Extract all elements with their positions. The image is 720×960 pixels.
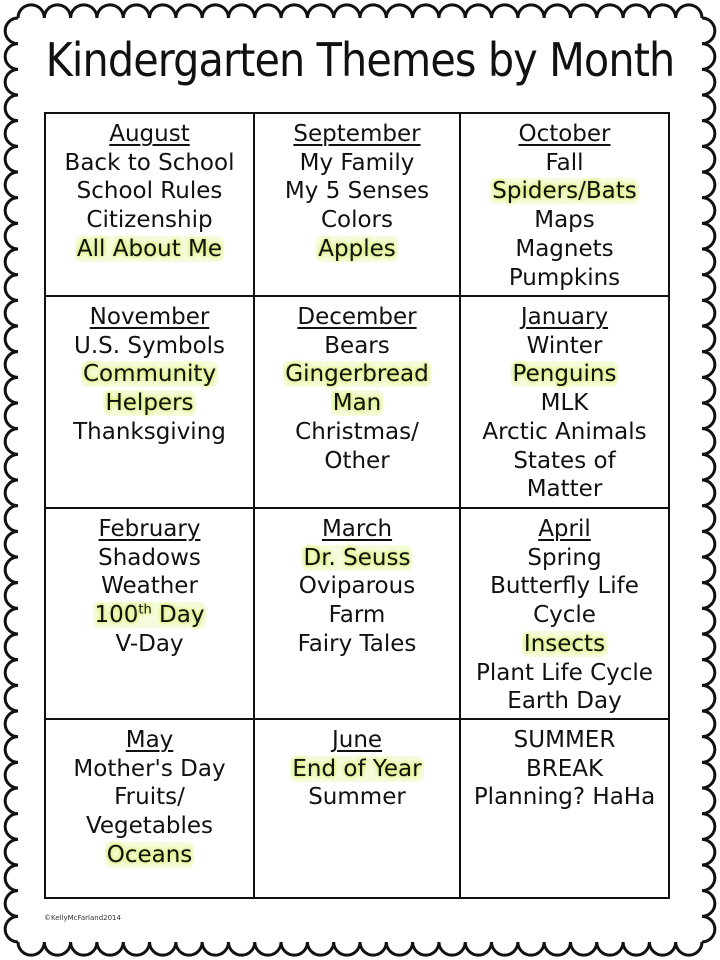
month-heading: October [518, 121, 611, 147]
theme-text: Vegetables [85, 813, 214, 840]
theme-text: Farm [328, 602, 386, 629]
month-heading: March [321, 516, 393, 542]
theme-text: Plant Life Cycle [476, 659, 653, 686]
ordinal-suffix: th [138, 602, 152, 618]
theme-text: Bears [324, 332, 390, 359]
theme-item [461, 149, 668, 178]
themes-table [44, 112, 670, 899]
theme-item [255, 360, 459, 389]
theme-item [46, 544, 253, 573]
highlighted-theme: All About Me [76, 235, 223, 262]
theme-item [46, 572, 253, 601]
theme-item [255, 630, 459, 659]
highlighted-theme: Insects [523, 630, 606, 657]
theme-item [46, 177, 253, 206]
theme-text: Fall [545, 149, 584, 176]
theme-item [461, 601, 668, 630]
theme-text: Arctic Animals [482, 418, 647, 445]
month-cell-february [46, 509, 255, 720]
theme-text: Winter [526, 332, 603, 359]
theme-text: MLK [540, 390, 589, 417]
theme-item [46, 149, 253, 178]
theme-text: U.S. Symbols [73, 332, 226, 359]
month-cell-january [461, 297, 668, 509]
theme-item [255, 447, 459, 476]
theme-text: Summer [308, 784, 406, 811]
theme-text: BREAK [525, 755, 604, 782]
theme-item [46, 235, 253, 264]
theme-item [461, 687, 668, 716]
highlighted-theme: Oceans [106, 841, 193, 868]
theme-item [46, 841, 253, 870]
theme-text: Butterfly Life [490, 573, 639, 600]
theme-item [255, 544, 459, 573]
scallop-edge [702, 18, 715, 942]
highlighted-theme: Spiders/Bats [492, 178, 637, 205]
month-heading: May [125, 727, 174, 753]
theme-item [255, 389, 459, 418]
month-cell-may [46, 720, 255, 897]
theme-text: Oviparous [298, 573, 416, 600]
theme-text: Other [324, 447, 390, 474]
theme-item [46, 630, 253, 659]
highlighted-theme: Apples [318, 235, 396, 262]
theme-text: Christmas/ [295, 418, 419, 445]
theme-item [461, 332, 668, 361]
theme-item [46, 812, 253, 841]
scallop-edge [18, 5, 702, 18]
copyright-text: ©KellyMcFarland2014 [44, 914, 121, 922]
month-heading: September [293, 121, 421, 147]
theme-item [461, 389, 668, 418]
month-cell-summer-break [461, 720, 668, 897]
theme-text: School Rules [76, 178, 223, 205]
theme-text: Pumpkins [508, 264, 621, 291]
scallop-edge [5, 18, 18, 942]
theme-item [255, 206, 459, 235]
month-cell-october [461, 114, 668, 297]
theme-text: Cycle [533, 602, 596, 629]
theme-item [255, 149, 459, 178]
theme-item [255, 601, 459, 630]
highlighted-theme: Gingerbread [285, 361, 429, 388]
theme-text: Thanksgiving [73, 418, 226, 445]
theme-item [461, 235, 668, 264]
month-cell-november [46, 297, 255, 509]
theme-item [46, 332, 253, 361]
month-cell-september [255, 114, 461, 297]
month-cell-april [461, 509, 668, 720]
theme-number: 100 [94, 602, 139, 629]
theme-item [255, 418, 459, 447]
theme-text: Mother's Day [73, 755, 226, 782]
theme-item [461, 475, 668, 504]
theme-text: My Family [299, 149, 415, 176]
theme-item [255, 755, 459, 784]
month-cell-december [255, 297, 461, 509]
month-heading: August [109, 121, 190, 147]
highlighted-theme: Man [332, 390, 382, 417]
month-heading: April [538, 516, 591, 542]
theme-text: Maps [534, 207, 595, 234]
month-heading: January [520, 304, 609, 330]
theme-item [461, 572, 668, 601]
theme-text: Spring [527, 544, 602, 571]
scallop-edge [18, 942, 702, 955]
theme-item [46, 418, 253, 447]
month-heading: June [331, 727, 383, 753]
theme-item [46, 783, 253, 812]
month-cell-march [255, 509, 461, 720]
theme-text: Matter [526, 476, 603, 503]
theme-item [461, 206, 668, 235]
page-title: Kindergarten Themes by Month [45, 33, 675, 87]
theme-item [255, 235, 459, 264]
theme-text: Shadows [98, 544, 201, 571]
highlighted-theme: Community [82, 361, 217, 388]
theme-item [461, 630, 668, 659]
theme-item [46, 755, 253, 784]
theme-text: Fairy Tales [297, 630, 417, 657]
theme-item [461, 659, 668, 688]
theme-text: SUMMER [513, 727, 616, 753]
theme-text: Citizenship [86, 207, 213, 234]
theme-item [255, 332, 459, 361]
month-cell-june [255, 720, 461, 897]
month-cell-august [46, 114, 255, 297]
highlighted-theme: Penguins [512, 361, 617, 388]
theme-item [461, 755, 668, 784]
theme-item [461, 447, 668, 476]
theme-item [461, 544, 668, 573]
theme-text: V-Day [115, 630, 184, 657]
highlighted-theme: Helpers [105, 390, 194, 417]
highlighted-theme: Dr. Seuss [303, 544, 411, 571]
theme-item [255, 177, 459, 206]
theme-text: Back to School [64, 149, 235, 176]
theme-text: My 5 Senses [284, 178, 430, 205]
highlighted-theme: End of Year [292, 755, 422, 782]
theme-item [461, 418, 668, 447]
month-heading: November [89, 304, 210, 330]
theme-item [255, 783, 459, 812]
theme-item [461, 177, 668, 206]
theme-text: Planning? HaHa [473, 784, 656, 811]
theme-item [461, 360, 668, 389]
theme-item [255, 572, 459, 601]
theme-text: Weather [101, 573, 198, 600]
theme-item [46, 360, 253, 389]
theme-item [46, 601, 253, 630]
theme-item [461, 264, 668, 293]
theme-text: Colors [320, 207, 394, 234]
theme-text: States of [513, 447, 616, 474]
theme-text: Earth Day [507, 688, 622, 715]
theme-item [46, 206, 253, 235]
theme-text: Magnets [515, 235, 614, 262]
theme-item [461, 726, 668, 755]
month-heading: February [98, 516, 201, 542]
theme-text: Fruits/ [114, 784, 185, 811]
theme-item [46, 389, 253, 418]
theme-item [461, 783, 668, 812]
month-heading: December [297, 304, 417, 330]
theme-rest: Day [151, 602, 205, 629]
highlighted-theme [93, 602, 207, 628]
